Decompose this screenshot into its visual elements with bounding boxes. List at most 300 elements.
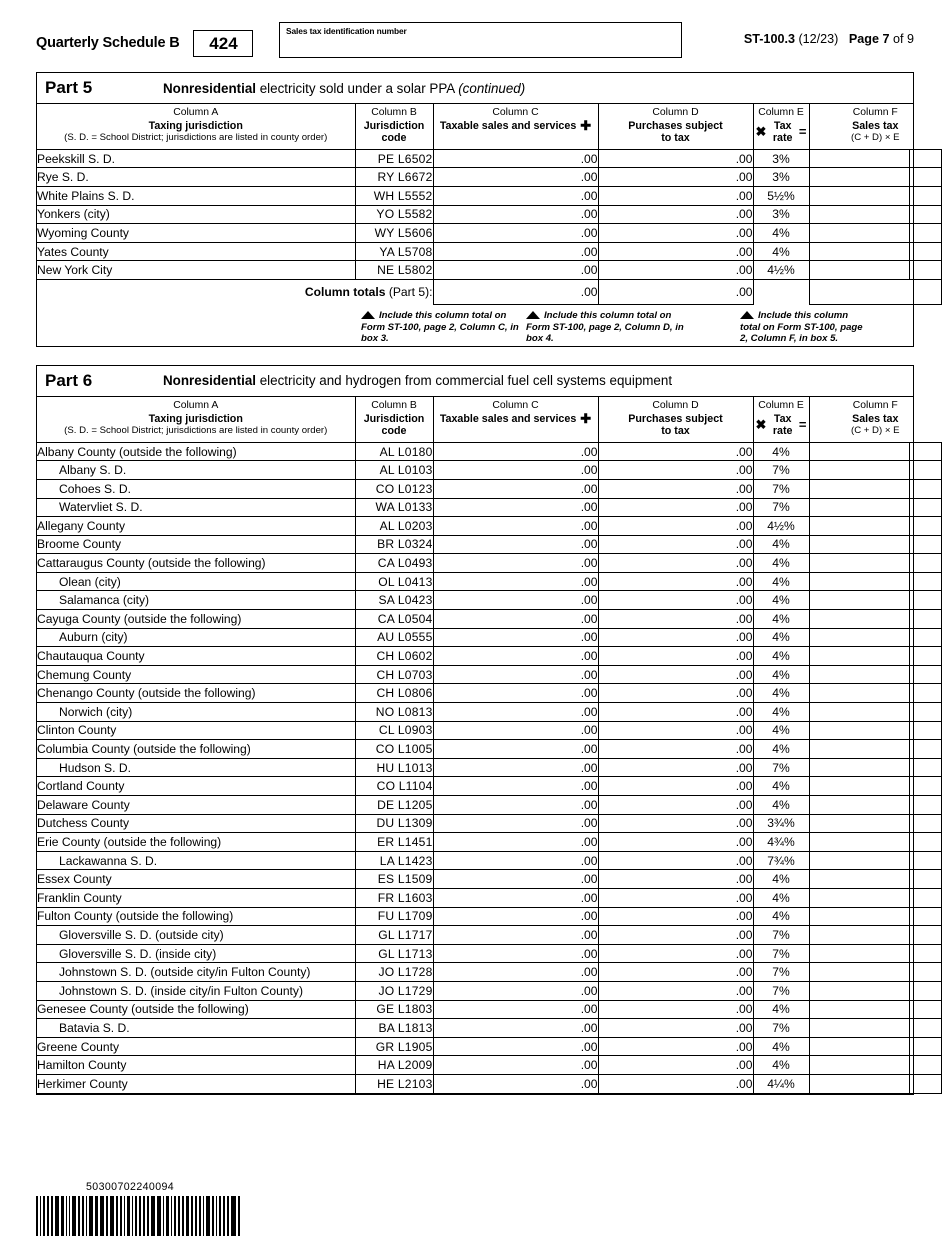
jurisdiction-cell: Allegany County xyxy=(37,517,355,536)
tax-rate-cell: 7% xyxy=(753,981,809,1000)
part-5-note-c xyxy=(361,310,521,345)
part-5-total-c[interactable]: .00 xyxy=(433,280,598,305)
taxable-sales-input[interactable]: .00 xyxy=(433,777,598,796)
column-b-title-1: Jurisdiction xyxy=(363,119,425,132)
taxable-sales-input[interactable]: .00 xyxy=(433,1037,598,1056)
part-6-rows xyxy=(37,442,941,1093)
sales-tax-input[interactable] xyxy=(809,721,909,740)
jurisdiction-code-cell: YA L5708 xyxy=(355,242,433,261)
row-edge-spacer xyxy=(909,461,941,480)
table-row xyxy=(37,242,941,261)
jurisdiction-cell: Olean (city) xyxy=(37,572,355,591)
sales-tax-input[interactable] xyxy=(809,888,909,907)
part-5-header-bar xyxy=(37,73,913,104)
table-row xyxy=(37,168,941,187)
taxable-sales-input[interactable]: .00 xyxy=(433,572,598,591)
column-f-label: Column F xyxy=(852,107,898,118)
table-row xyxy=(37,610,941,629)
row-edge-spacer xyxy=(909,851,941,870)
jurisdiction-code-cell: NE L5802 xyxy=(355,261,433,280)
sales-tax-input[interactable] xyxy=(809,963,909,982)
purchases-subject-to-tax-input[interactable]: .00 xyxy=(598,814,753,833)
row-edge-spacer xyxy=(909,944,941,963)
purchases-subject-to-tax-input[interactable]: .00 xyxy=(598,591,753,610)
jurisdiction-code-cell: HU L1013 xyxy=(355,758,433,777)
sales-tax-id-field[interactable] xyxy=(279,22,682,58)
purchases-subject-to-tax-input[interactable]: .00 xyxy=(598,572,753,591)
jurisdiction-cell: Salamanca (city) xyxy=(37,591,355,610)
triangle-up-icon xyxy=(740,311,754,319)
tax-rate-cell: 7% xyxy=(753,461,809,480)
row-edge-spacer xyxy=(909,168,941,187)
sales-tax-input[interactable] xyxy=(809,498,909,517)
jurisdiction-cell: Chautauqua County xyxy=(37,647,355,666)
jurisdiction-code-cell: PE L6502 xyxy=(355,149,433,168)
sales-tax-input[interactable] xyxy=(809,665,909,684)
taxable-sales-input[interactable]: .00 xyxy=(433,461,598,480)
jurisdiction-cell: Chenango County (outside the following) xyxy=(37,684,355,703)
jurisdiction-code-cell: CL L0903 xyxy=(355,721,433,740)
column-b-label: Column B xyxy=(371,399,417,411)
row-edge-spacer xyxy=(909,777,941,796)
sales-tax-input[interactable] xyxy=(809,149,909,168)
taxable-sales-input[interactable]: .00 xyxy=(433,647,598,666)
part-5-totals-label-rest: (Part 5): xyxy=(385,285,433,300)
taxable-sales-input[interactable]: .00 xyxy=(433,740,598,759)
jurisdiction-code-cell: HA L2009 xyxy=(355,1056,433,1075)
jurisdiction-code-cell: RY L6672 xyxy=(355,168,433,187)
sales-tax-input[interactable] xyxy=(809,205,909,224)
part-5-table xyxy=(37,104,942,280)
tax-rate-cell: 4% xyxy=(753,665,809,684)
taxable-sales-input[interactable]: .00 xyxy=(433,1074,598,1093)
row-edge-spacer xyxy=(909,647,941,666)
purchases-subject-to-tax-input[interactable]: .00 xyxy=(598,870,753,889)
taxable-sales-input[interactable]: .00 xyxy=(433,498,598,517)
tax-rate-cell: 4% xyxy=(753,535,809,554)
tax-rate-cell: 4% xyxy=(753,740,809,759)
purchases-subject-to-tax-input[interactable]: .00 xyxy=(598,740,753,759)
part-5-note-c-text: Include this column total on Form ST-100, page 2, Column C, in box 3. xyxy=(361,309,519,345)
row-edge-spacer xyxy=(909,186,941,205)
column-f-title: Sales tax xyxy=(852,412,899,425)
row-edge-spacer xyxy=(909,554,941,573)
tax-rate-cell: 4% xyxy=(753,777,809,796)
jurisdiction-cell: Dutchess County xyxy=(37,814,355,833)
sales-tax-input[interactable] xyxy=(809,981,909,1000)
row-edge-spacer xyxy=(909,814,941,833)
taxable-sales-input[interactable]: .00 xyxy=(433,963,598,982)
taxable-sales-input[interactable]: .00 xyxy=(433,554,598,573)
part-5-title-italic: (continued) xyxy=(458,80,526,96)
purchases-subject-to-tax-input[interactable]: .00 xyxy=(598,628,753,647)
jurisdiction-code-cell: SA L0423 xyxy=(355,591,433,610)
purchases-subject-to-tax-input[interactable]: .00 xyxy=(598,261,753,280)
jurisdiction-code-cell: AU L0555 xyxy=(355,628,433,647)
taxable-sales-input[interactable]: .00 xyxy=(433,684,598,703)
taxable-sales-input[interactable]: .00 xyxy=(433,870,598,889)
column-a-label: Column A xyxy=(173,399,219,411)
jurisdiction-cell: Herkimer County xyxy=(37,1074,355,1093)
sales-tax-input[interactable] xyxy=(809,926,909,945)
jurisdiction-code-cell: CO L1005 xyxy=(355,740,433,759)
taxable-sales-input[interactable]: .00 xyxy=(433,796,598,815)
jurisdiction-cell: Clinton County xyxy=(37,721,355,740)
jurisdiction-code-cell: AL L0180 xyxy=(355,442,433,461)
jurisdiction-cell: Cattaraugus County (outside the following) xyxy=(37,554,355,573)
taxable-sales-input[interactable]: .00 xyxy=(433,591,598,610)
part-5-column-headers xyxy=(37,104,941,149)
sales-tax-input[interactable] xyxy=(809,833,909,852)
column-b-title-1: Jurisdiction xyxy=(363,412,425,425)
taxable-sales-input[interactable]: .00 xyxy=(433,479,598,498)
sales-tax-input[interactable] xyxy=(809,1056,909,1075)
column-a-header xyxy=(37,397,355,442)
column-e-label: Column E xyxy=(758,399,804,411)
purchases-subject-to-tax-input[interactable]: .00 xyxy=(598,703,753,722)
purchases-subject-to-tax-input[interactable]: .00 xyxy=(598,535,753,554)
purchases-subject-to-tax-input[interactable]: .00 xyxy=(598,1037,753,1056)
purchases-subject-to-tax-input[interactable]: .00 xyxy=(598,517,753,536)
taxable-sales-input[interactable]: .00 xyxy=(433,888,598,907)
purchases-subject-to-tax-input[interactable]: .00 xyxy=(598,1019,753,1038)
taxable-sales-input[interactable]: .00 xyxy=(433,1019,598,1038)
jurisdiction-code-cell: GL L1713 xyxy=(355,944,433,963)
sales-tax-input[interactable] xyxy=(809,572,909,591)
taxable-sales-input[interactable]: .00 xyxy=(433,149,598,168)
sales-tax-input[interactable] xyxy=(809,870,909,889)
column-d-title-2: to tax xyxy=(661,132,690,145)
tax-rate-cell: 3¾% xyxy=(753,814,809,833)
part-5-total-d[interactable]: .00 xyxy=(598,280,753,305)
sales-tax-input[interactable] xyxy=(809,684,909,703)
sales-tax-input[interactable] xyxy=(809,628,909,647)
jurisdiction-cell: White Plains S. D. xyxy=(37,186,355,205)
column-c-header xyxy=(433,397,598,442)
part-5-note-d xyxy=(526,310,686,345)
tax-rate-cell: 7% xyxy=(753,926,809,945)
column-c-title: Taxable sales and services xyxy=(439,412,577,425)
taxable-sales-input[interactable]: .00 xyxy=(433,814,598,833)
sales-tax-input[interactable] xyxy=(809,703,909,722)
table-row xyxy=(37,628,941,647)
purchases-subject-to-tax-input[interactable]: .00 xyxy=(598,479,753,498)
taxable-sales-input[interactable]: .00 xyxy=(433,610,598,629)
taxable-sales-input[interactable]: .00 xyxy=(433,224,598,243)
jurisdiction-code-cell: DU L1309 xyxy=(355,814,433,833)
sales-tax-input[interactable] xyxy=(809,1000,909,1019)
jurisdiction-cell: Gloversville S. D. (outside city) xyxy=(37,926,355,945)
part-5-total-e-spacer xyxy=(753,280,809,305)
multiply-icon: ✖ xyxy=(755,416,767,432)
sales-tax-input[interactable] xyxy=(809,168,909,187)
column-d-label: Column D xyxy=(652,399,699,411)
jurisdiction-cell: Cortland County xyxy=(37,777,355,796)
sales-tax-input[interactable] xyxy=(809,907,909,926)
sales-tax-input[interactable] xyxy=(809,242,909,261)
tax-rate-cell: 4% xyxy=(753,1000,809,1019)
purchases-subject-to-tax-input[interactable]: .00 xyxy=(598,851,753,870)
table-row xyxy=(37,535,941,554)
sales-tax-input[interactable] xyxy=(809,944,909,963)
jurisdiction-code-cell: CA L0493 xyxy=(355,554,433,573)
sales-tax-input[interactable] xyxy=(809,442,909,461)
table-row xyxy=(37,517,941,536)
purchases-subject-to-tax-input[interactable]: .00 xyxy=(598,963,753,982)
page-number: 7 xyxy=(882,32,890,46)
sales-tax-input[interactable] xyxy=(809,758,909,777)
jurisdiction-cell: Chemung County xyxy=(37,665,355,684)
tax-rate-cell: 4% xyxy=(753,572,809,591)
part-5-title xyxy=(163,81,525,96)
form-id: ST-100.3 xyxy=(743,32,795,46)
table-row xyxy=(37,777,941,796)
table-row xyxy=(37,665,941,684)
sales-tax-input[interactable] xyxy=(809,261,909,280)
jurisdiction-code-cell: JO L1729 xyxy=(355,981,433,1000)
part-5-totals-table xyxy=(37,280,942,306)
purchases-subject-to-tax-input[interactable]: .00 xyxy=(598,461,753,480)
purchases-subject-to-tax-input[interactable]: .00 xyxy=(598,833,753,852)
sales-tax-input[interactable] xyxy=(809,610,909,629)
jurisdiction-code-cell: BR L0324 xyxy=(355,535,433,554)
jurisdiction-cell: Cayuga County (outside the following) xyxy=(37,610,355,629)
purchases-subject-to-tax-input[interactable]: .00 xyxy=(598,554,753,573)
jurisdiction-code-cell: ER L1451 xyxy=(355,833,433,852)
sales-tax-input[interactable] xyxy=(809,535,909,554)
taxable-sales-input[interactable]: .00 xyxy=(433,186,598,205)
table-row xyxy=(37,907,941,926)
tax-rate-cell: 4% xyxy=(753,870,809,889)
tax-rate-cell: 4% xyxy=(753,628,809,647)
sales-tax-input[interactable] xyxy=(809,554,909,573)
purchases-subject-to-tax-input[interactable]: .00 xyxy=(598,665,753,684)
table-row xyxy=(37,572,941,591)
jurisdiction-cell: Yates County xyxy=(37,242,355,261)
purchases-subject-to-tax-input[interactable]: .00 xyxy=(598,242,753,261)
row-edge-spacer xyxy=(909,963,941,982)
table-row xyxy=(37,1019,941,1038)
jurisdiction-cell: Albany S. D. xyxy=(37,461,355,480)
table-row xyxy=(37,703,941,722)
barcode-number: 50300702240094 xyxy=(86,1181,175,1193)
form-number-box: 424 xyxy=(193,30,253,57)
table-row xyxy=(37,851,941,870)
taxable-sales-input[interactable]: .00 xyxy=(433,535,598,554)
taxable-sales-input[interactable]: .00 xyxy=(433,944,598,963)
part-6-header-bar xyxy=(37,366,913,397)
taxable-sales-input[interactable]: .00 xyxy=(433,721,598,740)
purchases-subject-to-tax-input[interactable]: .00 xyxy=(598,610,753,629)
purchases-subject-to-tax-input[interactable]: .00 xyxy=(598,224,753,243)
taxable-sales-input[interactable]: .00 xyxy=(433,1056,598,1075)
plus-icon: ✚ xyxy=(580,117,592,133)
purchases-subject-to-tax-input[interactable]: .00 xyxy=(598,981,753,1000)
column-d-header xyxy=(598,397,753,442)
sales-tax-input[interactable] xyxy=(809,224,909,243)
taxable-sales-input[interactable]: .00 xyxy=(433,926,598,945)
sales-tax-input[interactable] xyxy=(809,1019,909,1038)
tax-rate-cell: 7% xyxy=(753,963,809,982)
purchases-subject-to-tax-input[interactable]: .00 xyxy=(598,777,753,796)
purchases-subject-to-tax-input[interactable]: .00 xyxy=(598,907,753,926)
sales-tax-input[interactable] xyxy=(809,461,909,480)
purchases-subject-to-tax-input[interactable]: .00 xyxy=(598,926,753,945)
purchases-subject-to-tax-input[interactable]: .00 xyxy=(598,758,753,777)
purchases-subject-to-tax-input[interactable]: .00 xyxy=(598,721,753,740)
page-of: of 9 xyxy=(892,32,914,46)
header-right-group xyxy=(744,32,914,46)
sales-tax-input[interactable] xyxy=(809,1037,909,1056)
jurisdiction-code-cell: GE L1803 xyxy=(355,1000,433,1019)
sales-tax-input[interactable] xyxy=(809,1074,909,1093)
taxable-sales-input[interactable]: .00 xyxy=(433,981,598,1000)
part-6-title xyxy=(163,373,672,388)
purchases-subject-to-tax-input[interactable]: .00 xyxy=(598,498,753,517)
column-a-subtitle: (S. D. = School District; jurisdictions are listed in county order) xyxy=(64,132,328,144)
table-row xyxy=(37,224,941,243)
column-e-header xyxy=(753,397,809,442)
sales-tax-input[interactable] xyxy=(809,740,909,759)
taxable-sales-input[interactable]: .00 xyxy=(433,261,598,280)
purchases-subject-to-tax-input[interactable]: .00 xyxy=(598,684,753,703)
taxable-sales-input[interactable]: .00 xyxy=(433,907,598,926)
jurisdiction-cell: Watervliet S. D. xyxy=(37,498,355,517)
row-edge-spacer xyxy=(909,907,941,926)
row-edge-spacer xyxy=(909,610,941,629)
column-d-title-1: Purchases subject xyxy=(628,412,723,425)
tax-rate-cell: 3% xyxy=(753,205,809,224)
sales-tax-input[interactable] xyxy=(809,647,909,666)
taxable-sales-input[interactable]: .00 xyxy=(433,758,598,777)
taxable-sales-input[interactable]: .00 xyxy=(433,205,598,224)
jurisdiction-code-cell: CO L0123 xyxy=(355,479,433,498)
column-a-label: Column A xyxy=(173,107,219,118)
taxable-sales-input[interactable]: .00 xyxy=(433,703,598,722)
row-edge-spacer xyxy=(909,205,941,224)
taxable-sales-input[interactable]: .00 xyxy=(433,1000,598,1019)
jurisdiction-code-cell: JO L1728 xyxy=(355,963,433,982)
part-5-block xyxy=(36,72,914,347)
sales-tax-input[interactable] xyxy=(809,777,909,796)
jurisdiction-cell: Norwich (city) xyxy=(37,703,355,722)
equals-icon: = xyxy=(798,416,807,432)
jurisdiction-cell: Erie County (outside the following) xyxy=(37,833,355,852)
tax-rate-cell: 4% xyxy=(753,242,809,261)
jurisdiction-code-cell: WY L5606 xyxy=(355,224,433,243)
table-row xyxy=(37,1037,941,1056)
row-edge-spacer xyxy=(909,628,941,647)
purchases-subject-to-tax-input[interactable]: .00 xyxy=(598,186,753,205)
purchases-subject-to-tax-input[interactable]: .00 xyxy=(598,944,753,963)
purchases-subject-to-tax-input[interactable]: .00 xyxy=(598,1056,753,1075)
jurisdiction-cell: Cohoes S. D. xyxy=(37,479,355,498)
tax-rate-cell: 4% xyxy=(753,224,809,243)
table-row xyxy=(37,461,941,480)
header-left-group xyxy=(36,30,253,57)
taxable-sales-input[interactable]: .00 xyxy=(433,168,598,187)
page-footer xyxy=(36,1181,242,1236)
jurisdiction-code-cell: CA L0504 xyxy=(355,610,433,629)
form-revision: (12/23) xyxy=(798,32,839,46)
part-6-column-headers xyxy=(37,397,941,442)
tax-rate-cell: 3% xyxy=(753,168,809,187)
sales-tax-input[interactable] xyxy=(809,851,909,870)
jurisdiction-code-cell: OL L0413 xyxy=(355,572,433,591)
purchases-subject-to-tax-input[interactable]: .00 xyxy=(598,442,753,461)
taxable-sales-input[interactable]: .00 xyxy=(433,665,598,684)
jurisdiction-code-cell: HE L2103 xyxy=(355,1074,433,1093)
purchases-subject-to-tax-input[interactable]: .00 xyxy=(598,1000,753,1019)
part-5-title-rest: electricity sold under a solar PPA xyxy=(256,80,459,96)
equals-icon: = xyxy=(798,123,807,139)
jurisdiction-code-cell: LA L1423 xyxy=(355,851,433,870)
column-c-title: Taxable sales and services xyxy=(439,119,577,132)
part-5-note-f xyxy=(740,310,868,345)
part-5-total-f[interactable] xyxy=(809,280,941,305)
column-d-title-1: Purchases subject xyxy=(628,119,723,132)
purchases-subject-to-tax-input[interactable]: .00 xyxy=(598,149,753,168)
jurisdiction-cell: Hamilton County xyxy=(37,1056,355,1075)
jurisdiction-cell: Wyoming County xyxy=(37,224,355,243)
jurisdiction-code-cell: YO L5582 xyxy=(355,205,433,224)
purchases-subject-to-tax-input[interactable]: .00 xyxy=(598,1074,753,1093)
purchases-subject-to-tax-input[interactable]: .00 xyxy=(598,796,753,815)
table-row xyxy=(37,944,941,963)
tax-rate-cell: 4% xyxy=(753,554,809,573)
column-c-label: Column C xyxy=(492,399,539,411)
table-row xyxy=(37,554,941,573)
jurisdiction-cell: Essex County xyxy=(37,870,355,889)
column-a-header xyxy=(37,104,355,149)
row-edge-spacer xyxy=(909,1000,941,1019)
purchases-subject-to-tax-input[interactable]: .00 xyxy=(598,647,753,666)
taxable-sales-input[interactable]: .00 xyxy=(433,242,598,261)
jurisdiction-code-cell: WH L5552 xyxy=(355,186,433,205)
part-6-table xyxy=(37,397,942,1094)
sales-tax-input[interactable] xyxy=(809,479,909,498)
sales-tax-input[interactable] xyxy=(809,517,909,536)
sales-tax-input[interactable] xyxy=(809,814,909,833)
column-b-header xyxy=(355,397,433,442)
jurisdiction-code-cell: FU L1709 xyxy=(355,907,433,926)
tax-rate-cell: 4% xyxy=(753,907,809,926)
taxable-sales-input[interactable]: .00 xyxy=(433,517,598,536)
sales-tax-input[interactable] xyxy=(809,796,909,815)
purchases-subject-to-tax-input[interactable]: .00 xyxy=(598,888,753,907)
table-row xyxy=(37,888,941,907)
barcode-image xyxy=(36,1196,242,1236)
table-row xyxy=(37,833,941,852)
sales-tax-input[interactable] xyxy=(809,591,909,610)
sales-tax-input[interactable] xyxy=(809,186,909,205)
column-e-header xyxy=(753,104,809,149)
table-row xyxy=(37,758,941,777)
taxable-sales-input[interactable]: .00 xyxy=(433,851,598,870)
column-b-label: Column B xyxy=(371,107,417,118)
part-5-title-bold: Nonresidential xyxy=(163,80,257,96)
purchases-subject-to-tax-input[interactable]: .00 xyxy=(598,205,753,224)
tax-rate-cell: 5½% xyxy=(753,186,809,205)
jurisdiction-cell: Franklin County xyxy=(37,888,355,907)
taxable-sales-input[interactable]: .00 xyxy=(433,833,598,852)
taxable-sales-input[interactable]: .00 xyxy=(433,628,598,647)
part-5-totals-area xyxy=(37,280,913,346)
table-row xyxy=(37,591,941,610)
taxable-sales-input[interactable]: .00 xyxy=(433,442,598,461)
purchases-subject-to-tax-input[interactable]: .00 xyxy=(598,168,753,187)
row-edge-spacer xyxy=(909,758,941,777)
